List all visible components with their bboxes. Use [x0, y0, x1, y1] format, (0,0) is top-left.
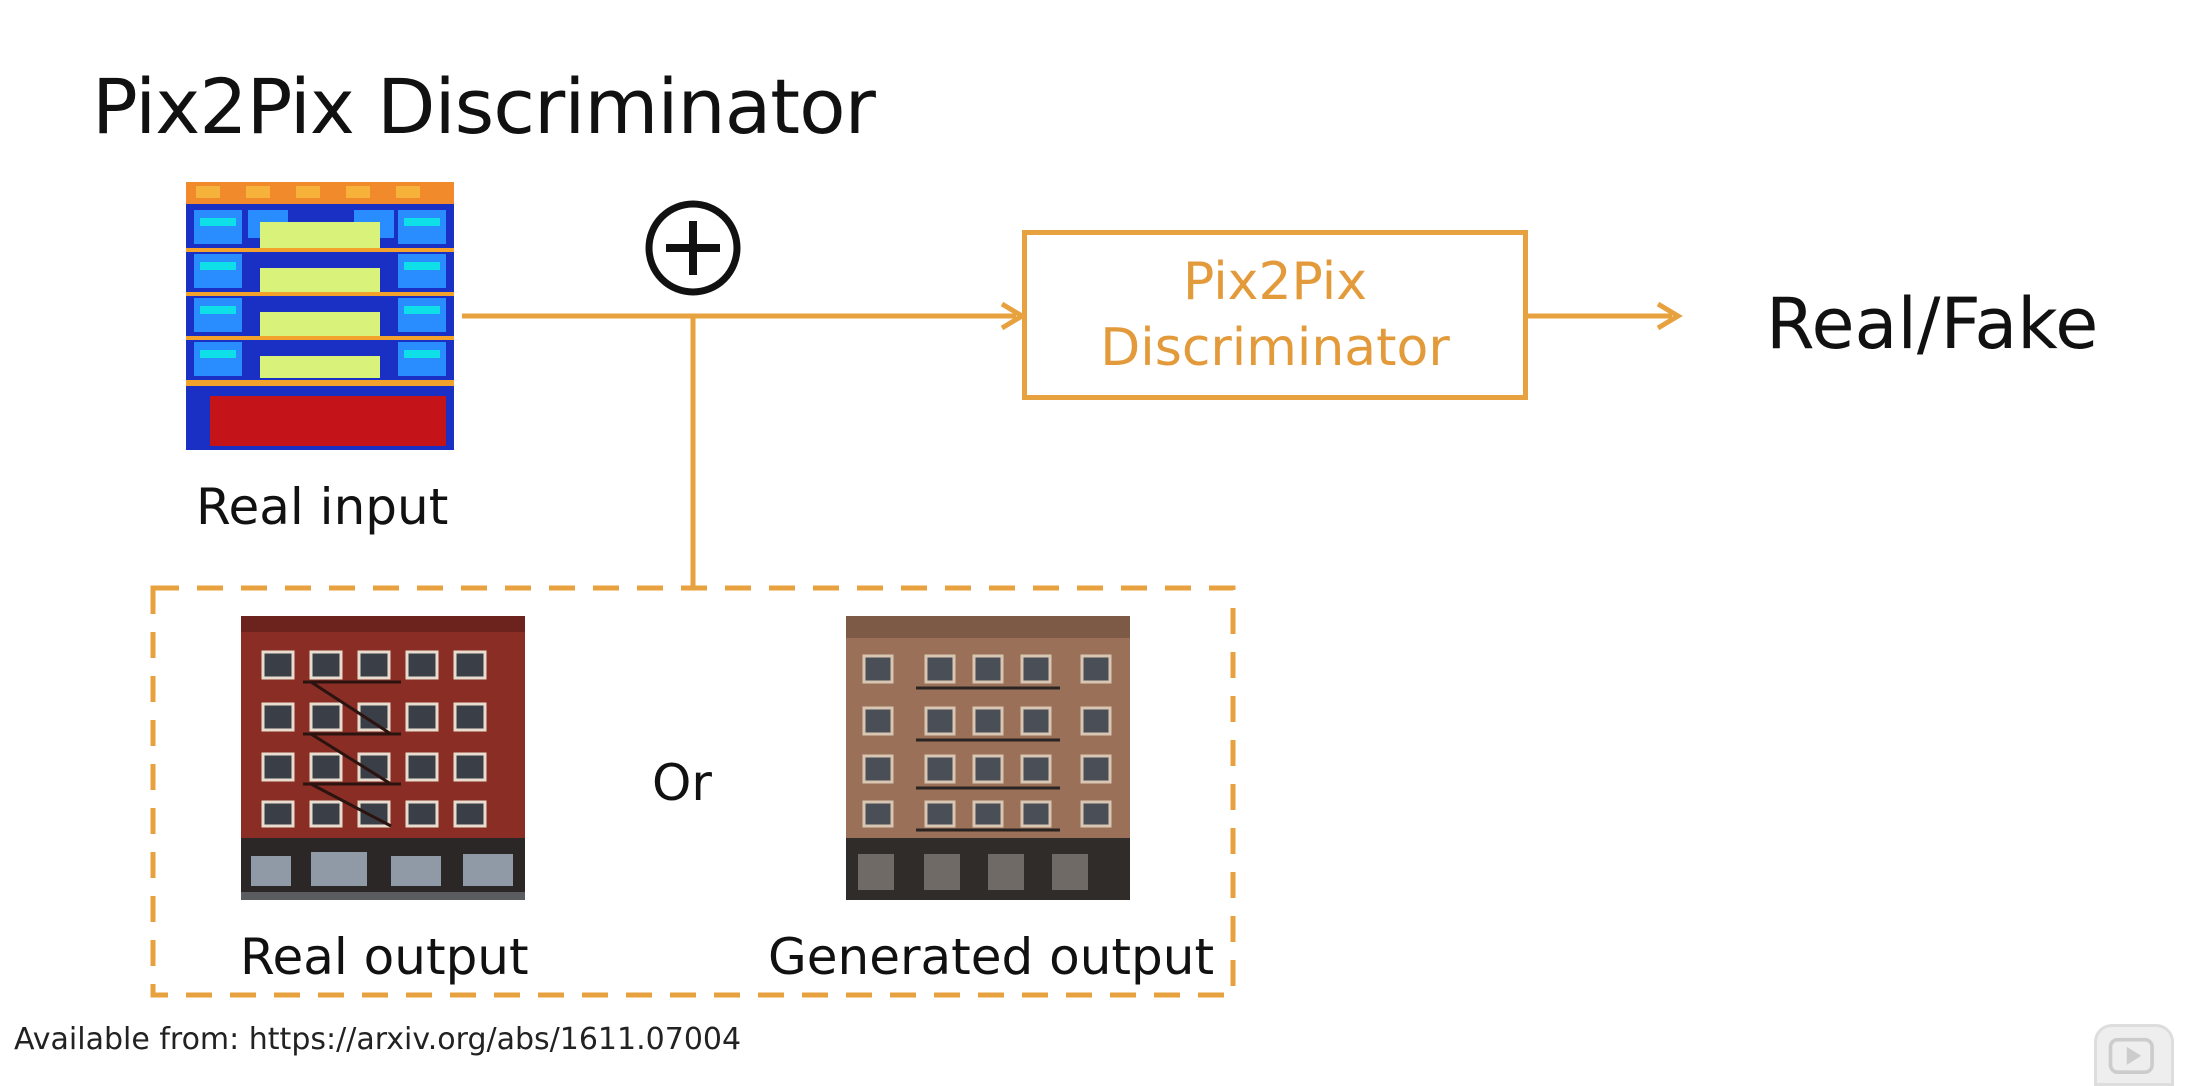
slide-title: Pix2Pix Discriminator	[92, 62, 875, 151]
real-fake-label: Real/Fake	[1766, 283, 2099, 365]
real-output-label: Real output	[240, 928, 529, 986]
citation-text: Available from: https://arxiv.org/abs/1611.07004	[14, 1022, 742, 1057]
real-output-image	[241, 616, 525, 900]
generated-output-image	[846, 616, 1130, 900]
concat-plus-icon	[649, 204, 737, 292]
discriminator-box	[1022, 230, 1528, 400]
play-icon[interactable]	[2094, 1024, 2174, 1086]
real-input-image	[186, 182, 454, 450]
real-input-label: Real input	[196, 478, 449, 536]
discriminator-label-line1: Pix2Pix	[1183, 252, 1367, 312]
result-arrowhead	[1658, 304, 1678, 328]
input-arrowhead	[1002, 304, 1022, 328]
generated-output-label: Generated output	[768, 928, 1215, 986]
discriminator-label-line2: Discriminator	[1100, 318, 1450, 378]
or-label: Or	[652, 754, 712, 812]
